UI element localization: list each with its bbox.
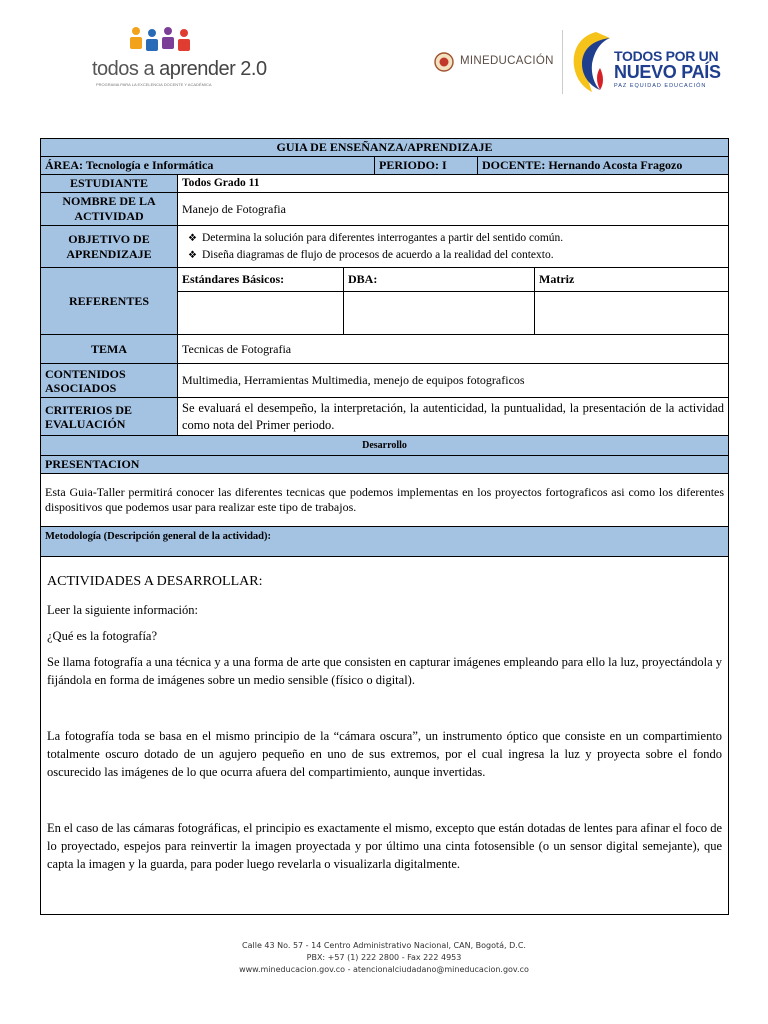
contenidos-label: CONTENIDOS ASOCIADOS [41, 364, 178, 398]
referentes-label: REFERENTES [41, 268, 178, 335]
objetivo-item: ❖ Determina la solución para diferentes interrogantes a partir del sentido común. [202, 230, 724, 247]
nombre-actividad-label: NOMBRE DE LA ACTIVIDAD [41, 193, 178, 226]
guide-title: GUIA DE ENSEÑANZA/APRENDIZAJE [41, 139, 729, 157]
docente-label: DOCENTE: Hernando Acosta Fragozo [478, 157, 729, 175]
mineducacion-logo [422, 44, 562, 80]
brand-tagline: PROGRAMA PARA LA EXCELENCIA DOCENTE Y ACADÉMICA [96, 82, 212, 87]
actividades-cell [41, 557, 729, 915]
presentacion-text: Esta Guia-Taller permitirá conocer las diferentes tecnicas que podemos implementas en los proyectos fortograficos asi como los diferentes dispositivos que podemos usar para realizar este tipo de trabajos. [41, 474, 729, 527]
actividades-intro: Leer la siguiente información: [47, 603, 198, 617]
estandares-value [178, 292, 344, 335]
metodologia-header: Metodología (Descripción general de la actividad): [41, 527, 729, 557]
contenidos-value: Multimedia, Herramientas Multimedia, menejo de equipos fotograficos [178, 364, 729, 398]
actividades-question: ¿Qué es la fotografía? [47, 629, 158, 643]
desarrollo-header: Desarrollo [41, 436, 729, 456]
estudiante-label: ESTUDIANTE [41, 175, 178, 193]
estudiante-value: Todos Grado 11 [178, 175, 729, 193]
footer-address: Calle 43 No. 57 - 14 Centro Administrativo Nacional, CAN, Bogotá, D.C. [242, 941, 526, 950]
children-figures-icon [122, 26, 202, 56]
matriz-label: Matriz [535, 268, 729, 292]
slogan-line-3: PAZ EQUIDAD EDUCACIÓN [614, 83, 707, 89]
objetivo-item: ❖ Diseña diagramas de flujo de procesos de acuerdo a la realidad del contexto. [202, 247, 724, 264]
criterios-label: CRITERIOS DE EVALUACIÓN [41, 398, 178, 436]
area-label: ÁREA: Tecnología e Informática [41, 157, 375, 175]
tema-label: TEMA [41, 335, 178, 364]
ministry-name: MINEDUCACIÓN [460, 55, 554, 67]
dba-label: DBA: [344, 268, 535, 292]
estandares-label: Estándares Básicos: [178, 268, 344, 292]
coat-of-arms-icon [434, 52, 454, 72]
page-header [0, 0, 768, 130]
page-footer [0, 940, 768, 976]
objetivo-list-cell [178, 226, 729, 268]
criterios-value: Se evaluará el desempeño, la interpretación, la autenticidad, la puntualidad, la presentación de la actividad como nota del Primer periodo. [178, 398, 729, 436]
matriz-value [535, 292, 729, 335]
actividades-paragraph-2: La fotografía toda se basa en el mismo principio de la “cámara oscura”, un instrumento óptico que consiste en un compartimiento totalmente oscuro dotado de un agujero pequeño en uno de sus extremos, por el cual ingresa la luz y proyecta sobre el fondo oscurecido las imágenes de lo que ocurra afuera del compartimiento, aunque invertidas. [47, 729, 723, 779]
guide-table [40, 138, 729, 915]
todos-por-un-nuevo-pais-logo [570, 30, 720, 96]
actividades-heading: ACTIVIDADES A DESARROLLAR: [47, 574, 263, 589]
logo-divider [562, 30, 563, 94]
objetivo-list [182, 230, 724, 264]
actividades-paragraph-3: En el caso de las cámaras fotográficas, el principio es exactamente el mismo, excepto que están dotadas de lentes para afinar el foco de lo proyectado, espejos para reinvertir la imagen proyectada y por último una cinta fotosensible (o un sensor digital semejante), que capta la imagen y la guarda, para poder luego revelarla o visualizarla digitalmente. [47, 821, 723, 871]
periodo-label: PERIODO: I [375, 157, 478, 175]
brand-text: todos a aprender 2.0 [92, 58, 267, 80]
todos-a-aprender-logo [92, 22, 267, 92]
slogan-line-1: TODOS POR UN [614, 48, 719, 64]
tema-value: Tecnicas de Fotografia [178, 335, 729, 364]
dba-value [344, 292, 535, 335]
actividades-paragraph-1: Se llama fotografía a una técnica y a una forma de arte que consisten en capturar imágenes empleando para ello la luz, proyectándola y fijándola en forma de imágenes sobre un medio sensible (físico o digital). [47, 655, 723, 687]
objetivo-label: OBJETIVO DE APRENDIZAJE [41, 226, 178, 268]
slogan-line-2: NUEVO PAÍS [614, 62, 721, 82]
nombre-actividad-value: Manejo de Fotografia [178, 193, 729, 226]
presentacion-header: PRESENTACION [41, 456, 729, 474]
colombia-map-icon [570, 30, 614, 94]
footer-web: www.mineducacion.gov.co - atencionalciudadano@mineducacion.gov.co [239, 965, 529, 974]
footer-phone: PBX: +57 (1) 222 2800 - Fax 222 4953 [306, 953, 462, 962]
